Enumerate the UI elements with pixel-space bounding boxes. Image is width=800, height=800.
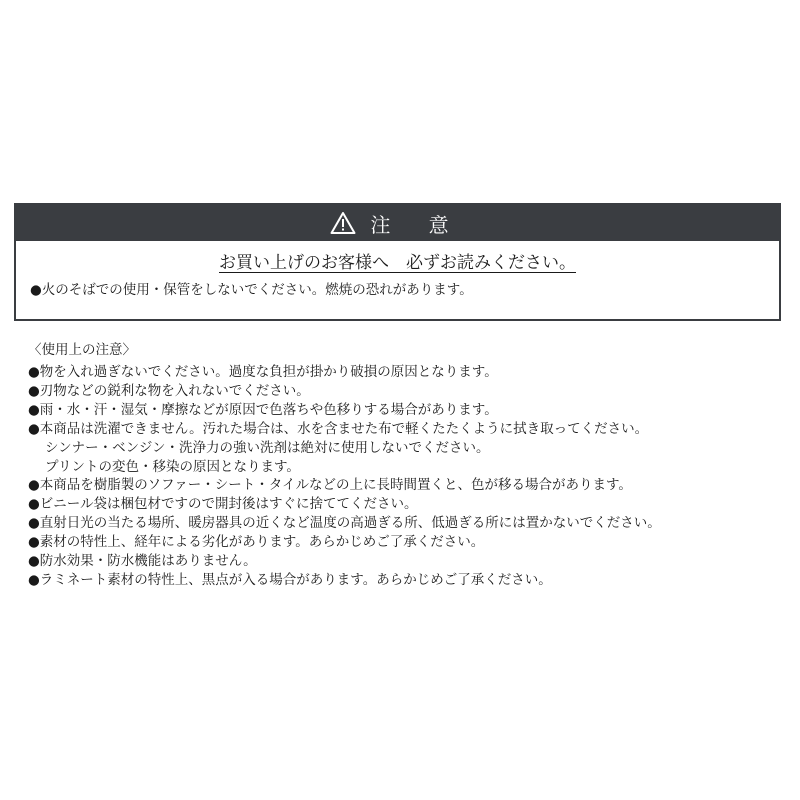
- usage-notes: [28, 340, 788, 590]
- usage-item: [28, 363, 788, 382]
- usage-item-text: ●ラミネート素材の特性上、黒点が入る場合があります。あらかじめご了承ください。: [28, 572, 552, 588]
- warning-fire-notice: ●火のそばでの使用・保管をしないでください。燃焼の恐れがあります。: [30, 282, 473, 298]
- usage-item: [28, 420, 788, 476]
- warning-triangle-icon: [330, 211, 356, 235]
- usage-item: [28, 552, 788, 571]
- warning-box: [14, 203, 781, 321]
- usage-item: [28, 514, 788, 533]
- usage-item: [28, 382, 788, 401]
- usage-item-text: ●雨・水・汗・湿気・摩擦などが原因で色落ちや色移りする場合があります。: [28, 402, 498, 418]
- usage-item-subline: プリントの変色・移染の原因となります。: [45, 458, 300, 475]
- usage-item-text: ●本商品を樹脂製のソファー・シート・タイルなどの上に長時間置くと、色が移る場合があります。: [28, 477, 632, 493]
- usage-item: [28, 495, 788, 514]
- usage-item-text: ●本商品は洗濯できません。汚れた場合は、水を含ませた布で軽くたたくように拭き取ってください。: [28, 421, 649, 437]
- warning-header: [16, 205, 779, 241]
- warning-heading: 注 意: [370, 212, 465, 237]
- usage-item-text: ●ビニール袋は梱包材ですので開封後はすぐに捨ててください。: [28, 496, 418, 512]
- warning-subtitle: [16, 253, 779, 273]
- usage-item-text: ●防水効果・防水機能はありません。: [28, 553, 257, 569]
- usage-item-subline: シンナー・ベンジン・洗浄力の強い洗剤は絶対に使用しないでください。: [45, 440, 490, 456]
- usage-item: [28, 571, 788, 590]
- usage-item-text: ●素材の特性上、経年による劣化があります。あらかじめご了承ください。: [28, 534, 485, 550]
- usage-title: 〈使用上の注意〉: [28, 342, 136, 358]
- warning-subtitle-text: お買い上げのお客様へ 必ずお読みください。: [219, 253, 576, 273]
- usage-item-text: ●刃物などの鋭利な物を入れないでください。: [28, 383, 310, 399]
- usage-item-text: ●物を入れ過ぎないでください。過度な負担が掛かり破損の原因となります。: [28, 364, 498, 380]
- usage-item: [28, 476, 788, 495]
- usage-item: [28, 533, 788, 552]
- usage-item-text: ●直射日光の当たる場所、暖房器具の近くなど温度の高過ぎる所、低過ぎる所には置かないでください。: [28, 515, 661, 531]
- usage-list: [28, 363, 788, 590]
- usage-item: [28, 401, 788, 420]
